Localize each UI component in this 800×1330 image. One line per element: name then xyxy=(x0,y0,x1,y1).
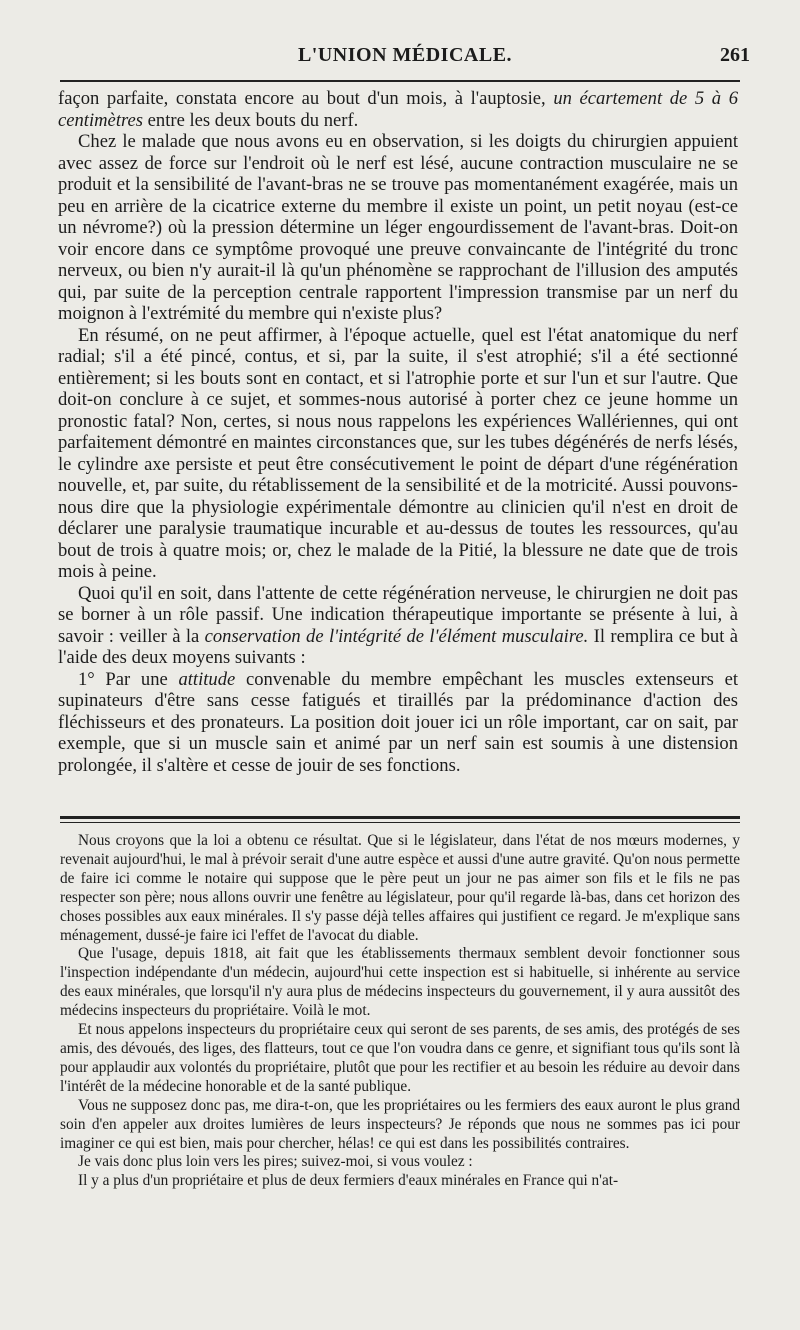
footnote-paragraph: Il y a plus d'un propriétaire et plus de deux fermiers d'eaux minérales en France qui n'at- xyxy=(78,1172,619,1190)
emphasis: conservation de l'intégrité de l'élément musculaire. xyxy=(204,625,589,647)
feuilleton-text xyxy=(60,832,740,1191)
footnote-paragraph: Et nous appelons inspecteurs du propriétaire ceux qui seront de ses parents, de ses amis, des protégés de ses amis, des dévoués, des liges, des flatteurs, tout ce que l'on voudra dans ce genre, et signifiant tous qu'ils sont là pour applaudir aux volontés du propriétaire, plutôt que pour les rectifier et au besoin les réduire au devoir dans l'intérêt de la médecine honorable et de la santé publique. xyxy=(60,1021,740,1095)
page-number: 261 xyxy=(720,44,750,66)
paragraph-3: En résumé, on ne peut affirmer, à l'époque actuelle, quel est l'état anatomique du nerf radial; s'il a été pincé, contus, et si, par la suite, il s'est atrophié; s'il a été sectionné entièrement; si les bouts sont en contact, et si l'atrophie porte et sur l'un et sur l'autre. Que doit-on conclure à ce sujet, et sommes-nous autorisé à porter chez ce jeune homme un pronostic fatal? Non, certes, si nous nous rappelons les expériences Wallériennes, qui ont parfaitement démontré en maintes circonstances que, sur les tubes dégénérés de nerfs lésés, le cylindre axe persiste et peut être consécutivement le point de départ d'une régénération nouvelle, et, par suite, du rétablissement de la sensibilité et de la motricité. Aussi pouvons-nous dire que la physiologie expérimentale démontre au clinicien qu'il n'est en droit de déclarer une paralysie traumatique incurable et au-dessus de toutes les ressources, qu'au bout de trois à quatre mois; or, chez le malade de la Pitié, la blessure ne date que de trois mois à peine. xyxy=(58,324,738,582)
footnote-paragraph: Je vais donc plus loin vers les pires; suivez-moi, si vous voulez : xyxy=(78,1153,473,1171)
article-body xyxy=(58,88,738,776)
header-rule xyxy=(60,80,740,82)
running-head xyxy=(60,44,750,74)
footnote-paragraph: Vous ne supposez donc pas, me dira-t-on, que les propriétaires ou les fermiers des eaux auront le plus grand soin d'en appeler aux droites lumières de leurs inspecteurs? Je réponds que nous ne sommes pas ici pour imaginer ce qui est bien, mais pour chercher, hélas! ce qui est dans les possibilités contraires. xyxy=(60,1096,740,1152)
paragraph-5: 1° Par une attitude convenable du membre empêchant les muscles extenseurs et supinateurs d'être sans cesse fatigués et tiraillés par la prédominance d'action des fléchisseurs et des pronateurs. La position doit jouer ici un rôle important, car on sait, par exemple, que si un muscle sain et animé par un nerf sain est soumis à une distension prolongée, il s'altère et cesse de jouir de ses fonctions. xyxy=(58,668,738,776)
journal-title: L'UNION MÉDICALE. xyxy=(297,44,513,66)
footnote-separator xyxy=(60,816,740,823)
emphasis: un écartement de 5 à 6 centimètres xyxy=(58,88,738,131)
paragraph-4: Quoi qu'il en soit, dans l'attente de cette régénération nerveuse, le chirurgien ne doit pas se borner à un rôle passif. Une indication thérapeutique importante se présente à lui, à savoir : veiller à la conservation de l'intégrité de l'élément musculaire. Il remplira ce but à l'aide des deux moyens suivants : xyxy=(58,582,739,668)
paragraph-1: façon parfaite, constata encore au bout d'un mois, à l'auptosie, un écartement de 5 à 6 centimètres entre les deux bouts du nerf. xyxy=(58,88,738,131)
paragraph-2: Chez le malade que nous avons eu en observation, si les doigts du chirurgien appuient avec assez de force sur l'endroit où le nerf est lésé, aucune contraction musculaire ne se produit et la sensibilité de l'avant-bras ne se trouve pas momentanément exagérée, mais un peu en arrière de la cicatrice externe du membre il existe un point, un petit noyau (est-ce un névrome?) où la pression détermine un léger engourdissement de l'avant-bras. Doit-on voir encore dans ce symptôme provoqué une preuve convaincante de l'intégrité du tronc nerveux, ou bien n'y aurait-il là qu'un phénomène se rapprochant de l'illusion des amputés qui, par suite de la perception centrale rapportent l'impression transmise par un nerf du moignon à l'extrémité du membre qui n'existe plus? xyxy=(58,131,738,324)
emphasis: attitude xyxy=(178,668,236,690)
footnote-paragraph: Nous croyons que la loi a obtenu ce résultat. Que si le législateur, dans l'état de nos mœurs modernes, y revenait aujourd'hui, le mal à prévoir serait d'une autre espèce et aussi d'une autre gravité. Qu'on nous permette de faire ici comme le notaire qui suppose que le père peut un jour ne pas aimer son fils et le fils ne pas respecter son père; nous allons ouvrir une fenêtre au législateur, pour qu'il regarde là-bas, dans cet horizon des choses possibles aux eaux minérales. Il s'y passe déjà telles affaires qui justifient ce regard. Je m'explique sans ménagement, dussé-je faire ici l'effet de l'avocat du diable. xyxy=(60,832,740,944)
footnote-paragraph: Que l'usage, depuis 1818, ait fait que les établissements thermaux semblent devoir fonctionner sous l'inspection indépendante d'un médecin, aujourd'hui cette inspection est si habituelle, si inhérente au service des eaux minérales, que lorsqu'il n'y aura plus de médecins inspecteurs du gouvernement, il y aura aussitôt des médecins inspecteurs du propriétaire. Voilà le mot. xyxy=(60,945,740,1020)
